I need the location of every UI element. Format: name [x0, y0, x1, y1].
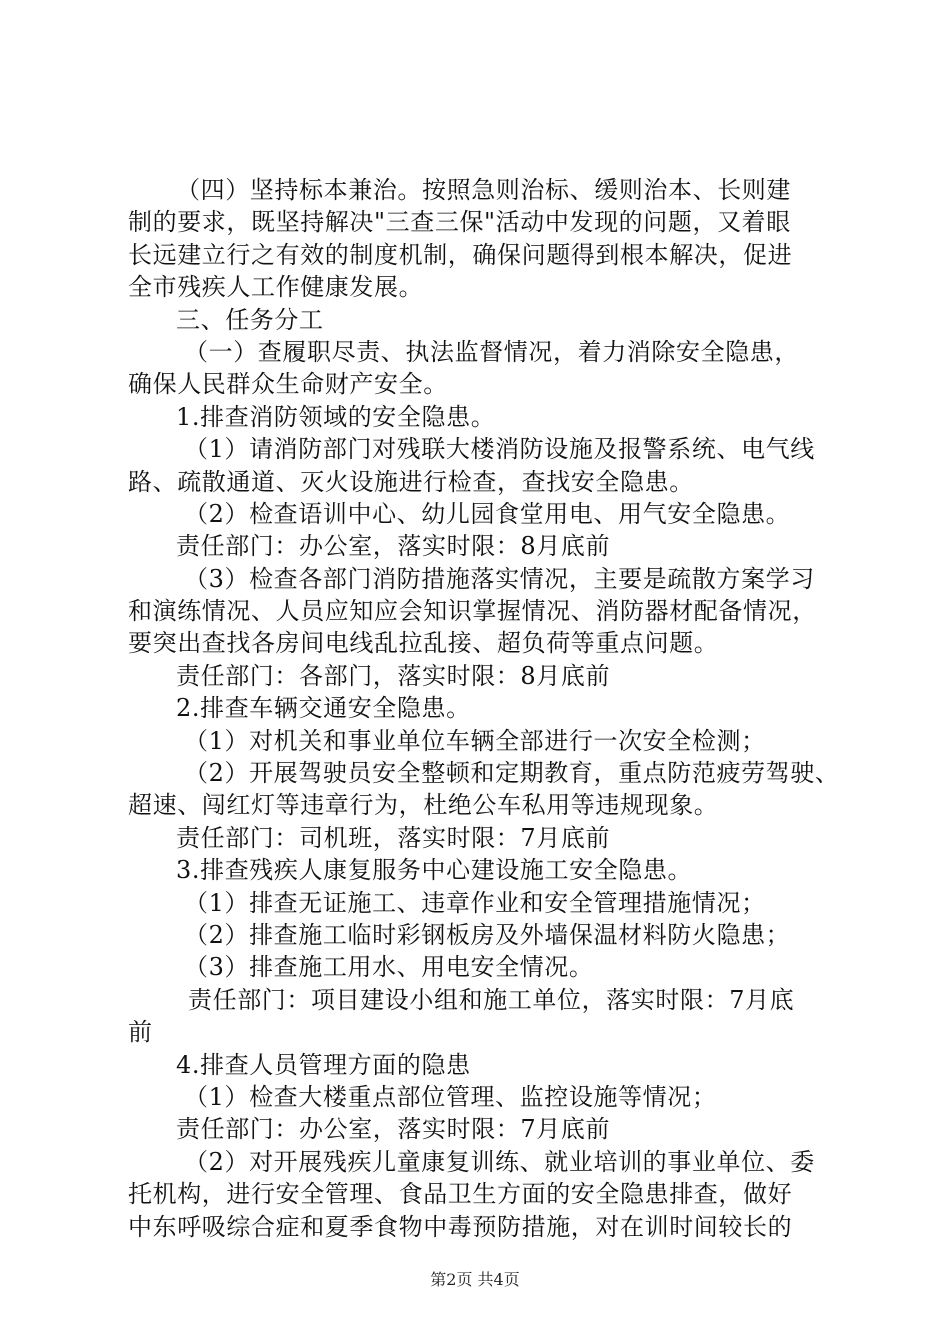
paragraph-line: 托机构，进行安全管理、食品卫生方面的安全隐患排查，做好 — [128, 1180, 793, 1209]
paragraph-line: （2）对开展残疾儿童康复训练、就业培训的事业单位、委 — [184, 1147, 815, 1176]
paragraph-line: （3）检查各部门消防措施落实情况，主要是疏散方案学习 — [184, 564, 815, 593]
paragraph-line: （一）查履职尽责、执法监督情况，着力消除安全隐患， — [184, 337, 799, 366]
responsibility-line: 前 — [128, 1018, 153, 1047]
paragraph-line: （2）检查语训中心、幼儿园食堂用电、用气安全隐患。 — [184, 499, 791, 528]
responsibility-line: 责任部门：各部门，落实时限：8月底前 — [176, 661, 611, 690]
item-heading: 1.排查消防领域的安全隐患。 — [176, 402, 496, 431]
responsibility-line: 责任部门：项目建设小组和施工单位，落实时限：7月底 — [188, 985, 795, 1014]
page-number-label: 第2页 共4页 — [430, 1270, 520, 1289]
section-heading: 三、任务分工 — [176, 305, 324, 334]
paragraph-line: 超速、闯红灯等违章行为，杜绝公车私用等违规现象。 — [128, 791, 719, 820]
paragraph-line: （3）排查施工用水、用电安全情况。 — [184, 953, 594, 982]
paragraph-line: 中东呼吸综合症和夏季食物中毒预防措施，对在训时间较长的 — [128, 1212, 793, 1241]
document-body — [128, 174, 840, 1243]
paragraph-line: （1）检查大楼重点部位管理、监控设施等情况； — [184, 1082, 717, 1111]
paragraph-line: 确保人民群众生命财产安全。 — [128, 370, 448, 399]
responsibility-line: 责任部门：司机班，落实时限：7月底前 — [176, 823, 611, 852]
paragraph-line: 要突出查找各房间电线乱拉乱接、超负荷等重点问题。 — [128, 629, 719, 658]
paragraph-line: （1）请消防部门对残联大楼消防设施及报警系统、电气线 — [184, 435, 815, 464]
paragraph-line: 长远建立行之有效的制度机制，确保问题得到根本解决，促进 — [128, 240, 793, 269]
page-footer — [0, 1270, 950, 1290]
paragraph-line: （1）排查无证施工、违章作业和安全管理措施情况； — [184, 888, 766, 917]
paragraph-line: 路、疏散通道、灭火设施进行检查，查找安全隐患。 — [128, 467, 694, 496]
paragraph-line: 制的要求，既坚持解决"三查三保"活动中发现的问题，又着眼 — [128, 208, 791, 237]
item-heading: 4.排查人员管理方面的隐患 — [176, 1050, 471, 1079]
paragraph-line: （四）坚持标本兼治。按照急则治标、缓则治本、长则建 — [176, 176, 791, 204]
paragraph-line: 和演练情况、人员应知应会知识掌握情况、消防器材配备情况， — [128, 597, 817, 626]
responsibility-line: 责任部门：办公室，落实时限：7月底前 — [176, 1115, 611, 1144]
paragraph-line: 全市残疾人工作健康发展。 — [128, 273, 424, 302]
paragraph-line: （2）排查施工临时彩钢板房及外墙保温材料防火隐患； — [184, 920, 791, 949]
paragraph-line: （2）开展驾驶员安全整顿和定期教育，重点防范疲劳驾驶、 — [184, 759, 840, 788]
item-heading: 3.排查残疾人康复服务中心建设施工安全隐患。 — [176, 856, 693, 885]
paragraph-line: （1）对机关和事业单位车辆全部进行一次安全检测； — [184, 726, 766, 755]
responsibility-line: 责任部门：办公室，落实时限：8月底前 — [176, 532, 611, 561]
item-heading: 2.排查车辆交通安全隐患。 — [176, 694, 471, 723]
